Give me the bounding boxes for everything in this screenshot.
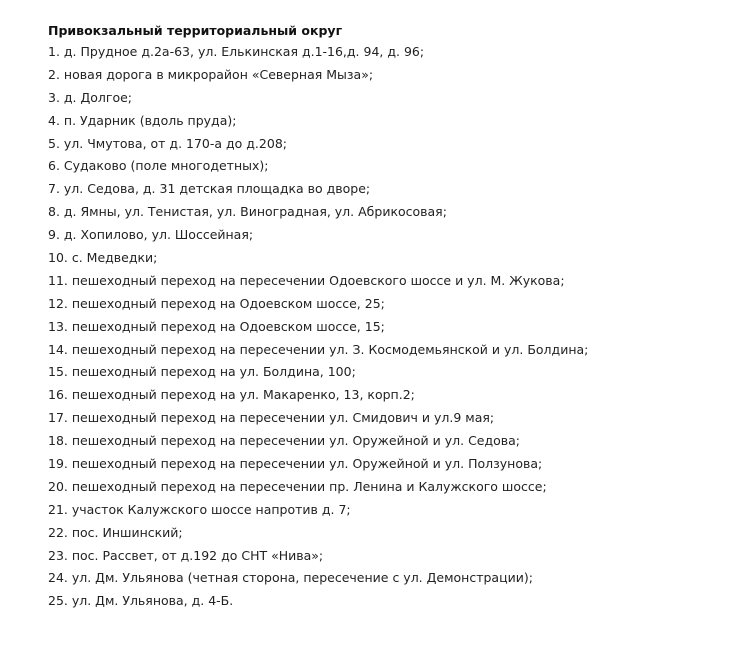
- list-item: 9. д. Хопилово, ул. Шоссейная;: [48, 227, 254, 243]
- section-heading: Привокзальный территориальный округ: [48, 23, 343, 38]
- list-item: 10. с. Медведки;: [48, 250, 158, 266]
- list-item: 14. пешеходный переход на пересечении ул. З. Космодемьянской и ул. Болдина;: [48, 341, 589, 357]
- list-item: 20. пешеходный переход на пересечении пр. Ленина и Калужского шоссе;: [48, 478, 547, 494]
- list-item: 25. ул. Дм. Ульянова, д. 4-Б.: [48, 593, 234, 609]
- list-item: 5. ул. Чмутова, от д. 170-а до д.208;: [48, 135, 287, 151]
- list-item: 8. д. Ямны, ул. Тенистая, ул. Виноградная, ул. Абрикосовая;: [48, 204, 447, 220]
- document-body: [48, 21, 728, 613]
- list-item: 12. пешеходный переход на Одоевском шоссе, 25;: [48, 295, 385, 311]
- list-item: 6. Судаково (поле многодетных);: [48, 158, 269, 174]
- list-item: 17. пешеходный переход на пересечении ул. Смидович и ул.9 мая;: [48, 410, 495, 426]
- list-item: 13. пешеходный переход на Одоевском шоссе, 15;: [48, 318, 385, 334]
- list-item: 7. ул. Седова, д. 31 детская площадка во дворе;: [48, 181, 371, 197]
- list-item: 18. пешеходный переход на пересечении ул. Оружейной и ул. Седова;: [48, 433, 521, 449]
- list-item: 1. д. Прудное д.2а-63, ул. Елькинская д.1-16,д. 94, д. 96;: [48, 44, 425, 59]
- list-item: 16. пешеходный переход на ул. Макаренко, 13, корп.2;: [48, 387, 415, 403]
- list-item: 3. д. Долгое;: [48, 89, 133, 105]
- list-item: 24. ул. Дм. Ульянова (четная сторона, пересечение с ул. Демонстрации);: [48, 570, 533, 586]
- list-item: 21. участок Калужского шоссе напротив д. 7;: [48, 501, 351, 517]
- list-item: 19. пешеходный переход на пересечении ул. Оружейной и ул. Ползунова;: [48, 456, 543, 472]
- list-item: 23. пос. Рассвет, от д.192 до СНТ «Нива»;: [48, 547, 324, 563]
- list-item: 2. новая дорога в микрорайон «Северная Мыза»;: [48, 66, 374, 82]
- list-item: 15. пешеходный переход на ул. Болдина, 100;: [48, 364, 356, 380]
- list-item: 22. пос. Иншинский;: [48, 524, 183, 540]
- location-list: [48, 41, 728, 613]
- list-item: 11. пешеходный переход на пересечении Одоевского шоссе и ул. М. Жукова;: [48, 272, 565, 288]
- list-item: 4. п. Ударник (вдоль пруда);: [48, 112, 237, 128]
